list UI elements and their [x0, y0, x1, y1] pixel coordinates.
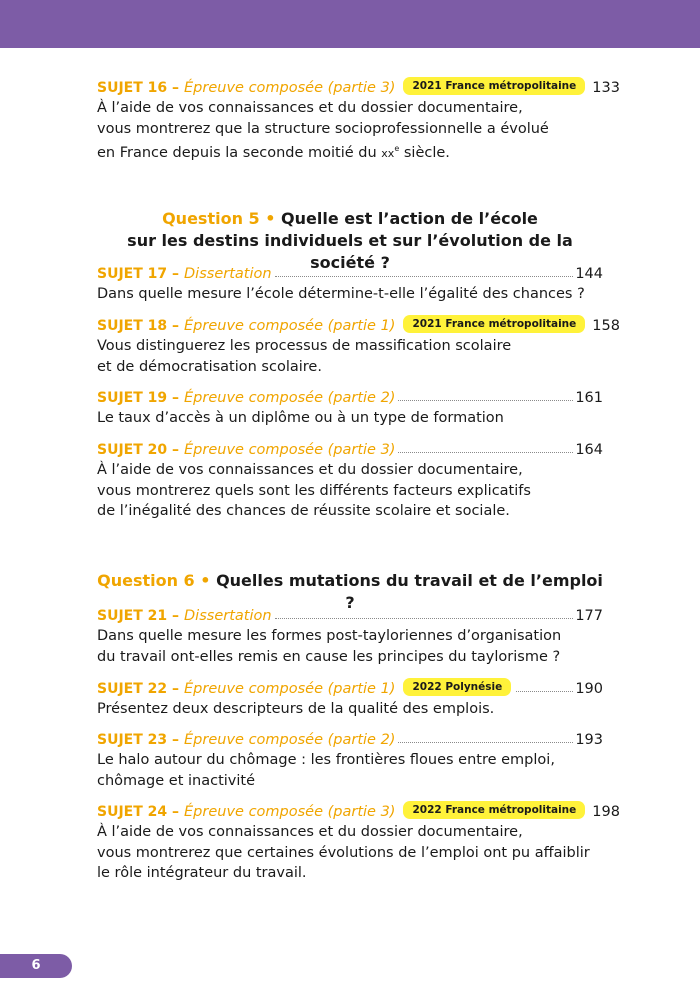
entry-description [97, 822, 603, 884]
toc-entry-sujet-18[interactable] [97, 314, 620, 377]
entry-header [97, 386, 603, 406]
desc-text: siècle. [399, 144, 450, 161]
desc-line: et de démocratisation scolaire. [97, 358, 322, 375]
desc-line: chômage et inactivité [97, 772, 255, 789]
epreuve-type: Épreuve composée (partie 2) [184, 732, 396, 748]
sujet-label: SUJET 22 – [97, 681, 180, 697]
sujet-label: SUJET 23 – [97, 732, 180, 748]
page-number: 193 [575, 732, 603, 748]
session-badge: 2022 Polynésie [403, 678, 511, 696]
page-number: 144 [575, 266, 603, 282]
epreuve-type: Dissertation [184, 608, 272, 624]
toc-entry-sujet-19[interactable] [97, 386, 603, 429]
entry-header [97, 800, 620, 820]
entry-description [97, 699, 603, 720]
desc-line: vous montrerez quels sont les différents facteurs explicatifs [97, 482, 531, 499]
sujet-label: SUJET 19 – [97, 390, 180, 406]
question-label: Question 6 • [97, 571, 211, 590]
epreuve-type: Épreuve composée (partie 1) [184, 681, 396, 697]
page-number: 198 [592, 804, 620, 820]
desc-line: Présentez deux descripteurs de la qualité des emplois. [97, 701, 495, 717]
page-number: 161 [575, 390, 603, 406]
epreuve-type: Épreuve composée (partie 3) [184, 80, 396, 96]
toc-entry-sujet-21[interactable] [97, 604, 603, 667]
dot-leader [275, 276, 574, 277]
session-badge: 2021 France métropolitaine [403, 77, 585, 95]
sujet-label: SUJET 16 – [97, 80, 180, 96]
sujet-label: SUJET 24 – [97, 804, 180, 820]
dot-leader [398, 452, 573, 453]
entry-description [97, 626, 603, 667]
dot-leader [275, 618, 574, 619]
entry-header [97, 728, 603, 748]
toc-entry-sujet-16[interactable] [97, 76, 620, 164]
page-number: 177 [575, 608, 603, 624]
top-banner [0, 0, 700, 48]
toc-entry-sujet-24[interactable] [97, 800, 620, 884]
desc-line: Dans quelle mesure l’école détermine-t-elle l’égalité des chances ? [97, 286, 585, 302]
entry-description [97, 336, 603, 377]
epreuve-type: Épreuve composée (partie 3) [184, 804, 396, 820]
desc-line: le rôle intégrateur du travail. [97, 865, 307, 881]
page-number-tab: 6 [0, 954, 72, 978]
epreuve-type: Épreuve composée (partie 1) [184, 318, 396, 334]
epreuve-type: Épreuve composée (partie 2) [184, 390, 396, 406]
desc-line: À l’aide de vos connaissances et du dossier documentaire, [97, 824, 523, 840]
page-number: 158 [592, 318, 620, 334]
entry-description [97, 284, 603, 305]
page-number: 190 [575, 681, 603, 697]
toc-entry-sujet-20[interactable] [97, 438, 603, 522]
desc-line: À l’aide de vos connaissances et du dossier documentaire, [97, 462, 523, 478]
question-text: sur les destins individuels et sur l’évolution de la société ? [127, 231, 573, 272]
desc-line: vous montrerez que certaines évolutions de l’emploi ont pu affaiblir [97, 844, 590, 861]
desc-line: de l’inégalité des chances de réussite scolaire et sociale. [97, 503, 510, 519]
entry-header [97, 438, 603, 458]
entry-header [97, 76, 620, 96]
sujet-label: SUJET 18 – [97, 318, 180, 334]
desc-line: Vous distinguerez les processus de massification scolaire [97, 338, 512, 354]
page-number: 164 [575, 442, 603, 458]
desc-line: Le halo autour du chômage : les frontières floues entre emploi, [97, 752, 555, 768]
entry-description [97, 460, 603, 522]
entry-description [97, 98, 603, 164]
sujet-label: SUJET 20 – [97, 442, 180, 458]
desc-line: vous montrerez que la structure socioprofessionnelle a évolué [97, 120, 549, 137]
century-numeral: xx [381, 146, 395, 160]
epreuve-type: Épreuve composée (partie 3) [184, 442, 396, 458]
sujet-label: SUJET 17 – [97, 266, 180, 282]
question-text: Quelles mutations du travail et de l’emploi ? [216, 571, 603, 612]
entry-description [97, 750, 603, 791]
entry-header [97, 677, 603, 697]
entry-description [97, 408, 603, 429]
dot-leader [398, 400, 573, 401]
desc-text: en France depuis la seconde moitié du [97, 144, 382, 161]
entry-header [97, 262, 603, 282]
desc-line: Le taux d’accès à un diplôme ou à un type de formation [97, 410, 504, 426]
question-label: Question 5 • [162, 209, 276, 228]
toc-entry-sujet-22[interactable] [97, 677, 603, 720]
sujet-label: SUJET 21 – [97, 608, 180, 624]
desc-line: du travail ont-elles remis en cause les principes du taylorisme ? [97, 648, 561, 665]
century-suffix: e [394, 144, 400, 153]
toc-entry-sujet-23[interactable] [97, 728, 603, 791]
question-text: Quelle est l’action de l’école [281, 209, 538, 228]
dot-leader [516, 691, 573, 692]
desc-line: À l’aide de vos connaissances et du dossier documentaire, [97, 100, 523, 116]
epreuve-type: Dissertation [184, 266, 272, 282]
toc-entry-sujet-17[interactable] [97, 262, 603, 305]
desc-line [97, 139, 603, 164]
dot-leader [398, 742, 573, 743]
entry-header [97, 604, 603, 624]
desc-line: Dans quelle mesure les formes post-tayloriennes d’organisation [97, 628, 562, 644]
page-number: 133 [592, 80, 620, 96]
session-badge: 2021 France métropolitaine [403, 315, 585, 333]
session-badge: 2022 France métropolitaine [403, 801, 585, 819]
entry-header [97, 314, 620, 334]
